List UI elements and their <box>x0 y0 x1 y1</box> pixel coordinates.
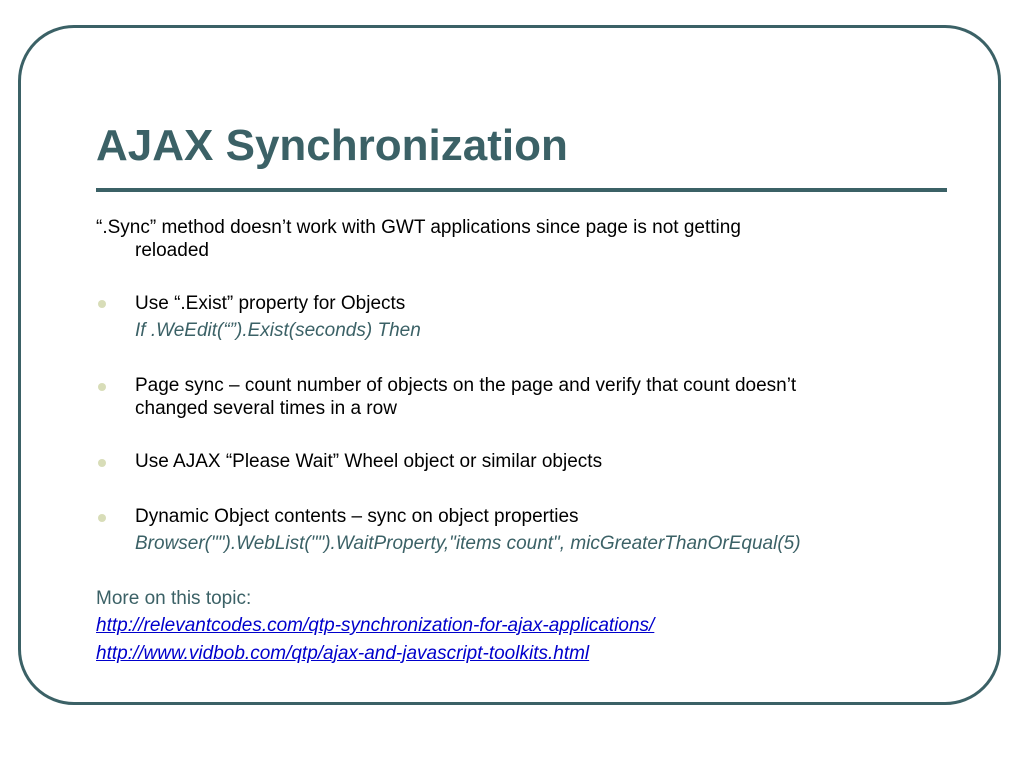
link-vidbob[interactable]: http://www.vidbob.com/qtp/ajax-and-javascript-toolkits.html <box>96 643 590 664</box>
bullet-icon <box>98 459 106 467</box>
bullet-4-text: Dynamic Object contents – sync on object properties <box>135 506 579 527</box>
more-topic-label: More on this topic: <box>96 588 252 609</box>
bullet-icon <box>98 300 106 308</box>
bullet-icon <box>98 514 106 522</box>
bullet-3-text: Use AJAX “Please Wait” Wheel object or similar objects <box>135 451 603 472</box>
bullet-2-text-line-1: Page sync – count number of objects on the page and verify that count doesn’t <box>135 375 797 396</box>
intro-line-2: reloaded <box>135 240 209 261</box>
bullet-4-code: Browser("").WebList("").WaitProperty,"items count", micGreaterThanOrEqual(5) <box>135 533 801 554</box>
bullet-1-text: Use “.Exist” property for Objects <box>135 293 406 314</box>
bullet-2-text-line-2: changed several times in a row <box>135 398 397 419</box>
title-underline <box>96 188 947 192</box>
slide-title: AJAX Synchronization <box>96 121 568 170</box>
bullet-icon <box>98 383 106 391</box>
bullet-1-code: If .WeEdit(“”).Exist(seconds) Then <box>135 320 421 341</box>
link-relevantcodes[interactable]: http://relevantcodes.com/qtp-synchronization-for-ajax-applications/ <box>96 615 655 636</box>
intro-line-1: “.Sync” method doesn’t work with GWT applications since page is not getting <box>96 217 741 238</box>
